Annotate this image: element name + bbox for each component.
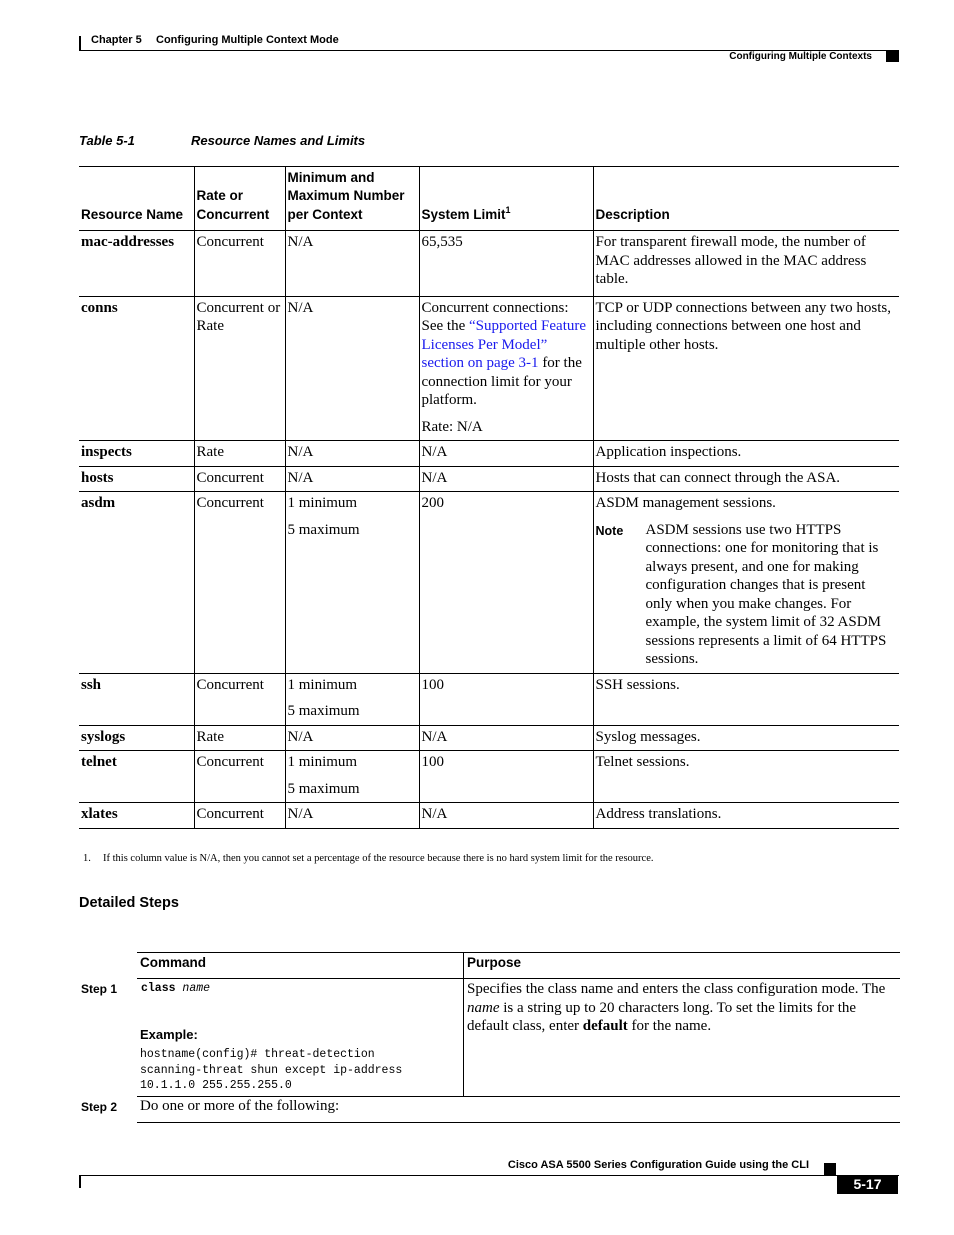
header-left-bar	[79, 36, 81, 51]
col-header-command: Command	[140, 955, 207, 970]
table-header-row	[79, 167, 899, 231]
minmax-cell: 1 minimum 5 maximum	[285, 751, 419, 803]
footer-marker-block	[824, 1163, 836, 1175]
minmax-cell: N/A	[285, 441, 419, 467]
table-caption-number: Table 5-1	[79, 133, 135, 148]
minmax-cell: N/A	[285, 296, 419, 441]
limit-cell: N/A	[419, 441, 593, 467]
table-caption-title: Resource Names and Limits	[191, 133, 366, 148]
table-row	[79, 231, 899, 297]
limit-cell: 65,535	[419, 231, 593, 297]
description-cell: Telnet sessions.	[593, 751, 899, 803]
header-marker-block	[886, 50, 899, 62]
resource-name: hosts	[81, 469, 114, 486]
col-header-resource-name: Resource Name	[81, 206, 184, 222]
resource-name: telnet	[81, 754, 117, 770]
table-row	[79, 441, 899, 467]
description-cell: Hosts that can connect through the ASA.	[593, 466, 899, 492]
minmax-cell: N/A	[285, 231, 419, 297]
header-section-title: Configuring Multiple Contexts	[729, 51, 872, 62]
steps-header-rule	[137, 978, 900, 979]
steps-row1-rule	[137, 1096, 900, 1097]
table-row	[79, 725, 899, 751]
rate-cell: Concurrent	[194, 466, 285, 492]
steps-top-rule	[137, 952, 900, 953]
table-footnote: 1. If this column value is N/A, then you cannot set a percentage of the resource because there is no hard system limit for the resource.	[83, 853, 654, 864]
table-row	[79, 673, 899, 725]
footer-title: Cisco ASA 5500 Series Configuration Guide using the CLI	[507, 1159, 809, 1171]
example-code: hostname(config)# threat-detection scanning-threat shun except ip-address 10.1.1.0 255.255.255.0	[140, 1048, 403, 1092]
limit-cell: 200	[419, 492, 593, 674]
col-header-minmax: Minimum and Maximum Number per Context	[285, 167, 419, 231]
description-cell: SSH sessions.	[593, 673, 899, 725]
minmax-cell: N/A	[285, 466, 419, 492]
rate-cell: Concurrent	[194, 673, 285, 725]
minmax-cell: N/A	[285, 725, 419, 751]
footer-left-bar	[79, 1175, 81, 1188]
rate-cell: Concurrent	[194, 751, 285, 803]
step1-purpose: Specifies the class name and enters the class configuration mode. The name is a string up to 20 characters long. To set the limits for the default class, enter default for the name.	[467, 981, 886, 1034]
resource-name: conns	[81, 299, 118, 316]
table-row	[79, 466, 899, 492]
resource-name: inspects	[81, 444, 132, 460]
col-header-system-limit: System Limit$^1$	[419, 167, 593, 231]
resource-name: ssh	[81, 676, 102, 693]
page-number: 5-17	[837, 1175, 898, 1194]
table-row	[79, 803, 899, 829]
note-label: Note	[595, 523, 624, 538]
step-1-label: Step 1	[81, 982, 118, 996]
resource-limits-table	[79, 166, 899, 829]
minmax-cell: 1 minimum 5 maximum	[285, 673, 419, 725]
step1-command: class name	[141, 982, 211, 995]
rate-cell: Concurrent	[194, 803, 285, 829]
steps-column-divider	[463, 952, 464, 1096]
steps-bottom-rule	[137, 1122, 900, 1123]
footnote-ref: 1	[505, 204, 511, 215]
footer-rule	[79, 1175, 899, 1176]
header-chapter-title: Configuring Multiple Context Mode	[156, 34, 339, 46]
limit-cell: Concurrent connections: See the “Supported Feature Licenses Per Model” section on page 3-1 for the connection limit for your platform. Rate: N/A	[419, 296, 593, 441]
note-text: ASDM sessions use two HTTPS connections: one for monitoring that is always present, and one for making configuration changes that is present only when you make changes. For example, the system limit of 32 ASDM sessions represents a limit of 64 HTTPS sessions.	[645, 521, 887, 667]
description-cell: ASDM management sessions. Note ASDM sessions use two HTTPS connections: one for monitoring that is always present, and one for making configuration changes that is present only when you make changes. For example, the system limit of 32 ASDM sessions represents a limit of 64 HTTPS sessions.	[593, 492, 899, 674]
resource-name: mac-addresses	[81, 234, 175, 250]
header-chapter: Chapter 5	[91, 34, 142, 46]
description-cell: For transparent firewall mode, the number of MAC addresses allowed in the MAC address table.	[593, 231, 899, 297]
table-row	[79, 751, 899, 803]
description-cell: TCP or UDP connections between any two hosts, including connections between one host and multiple other hosts.	[593, 296, 899, 441]
rate-cell: Concurrent	[194, 492, 285, 674]
step2-text: Do one or more of the following:	[140, 1098, 340, 1114]
limit-cell: N/A	[419, 803, 593, 829]
supported-feature-licenses-link[interactable]: “Supported Feature Licenses Per Model” section on page 3-1	[421, 318, 587, 371]
rate-cell: Rate	[194, 441, 285, 467]
note-block	[596, 521, 896, 669]
table-row	[79, 296, 899, 441]
table-row	[79, 492, 899, 674]
limit-cell: N/A	[419, 725, 593, 751]
resource-name: asdm	[81, 495, 116, 511]
col-header-rate: Rate or Concurrent	[194, 167, 285, 231]
rate-cell: Rate	[194, 725, 285, 751]
description-cell: Syslog messages.	[593, 725, 899, 751]
resource-name: xlates	[81, 806, 118, 822]
detailed-steps-heading: Detailed Steps	[79, 895, 179, 911]
description-cell: Application inspections.	[593, 441, 899, 467]
limit-cell: 100	[419, 673, 593, 725]
rate-cell: Concurrent	[194, 231, 285, 297]
example-label: Example:	[140, 1027, 198, 1042]
col-header-description: Description	[593, 167, 899, 231]
minmax-cell: N/A	[285, 803, 419, 829]
limit-cell: 100	[419, 751, 593, 803]
rate-cell: Concurrent or Rate	[194, 296, 285, 441]
description-cell: Address translations.	[593, 803, 899, 829]
limit-cell: N/A	[419, 466, 593, 492]
step-2-label: Step 2	[81, 1100, 118, 1114]
resource-name: syslogs	[81, 728, 126, 745]
col-header-purpose: Purpose	[467, 955, 522, 970]
minmax-cell: 1 minimum 5 maximum	[285, 492, 419, 674]
